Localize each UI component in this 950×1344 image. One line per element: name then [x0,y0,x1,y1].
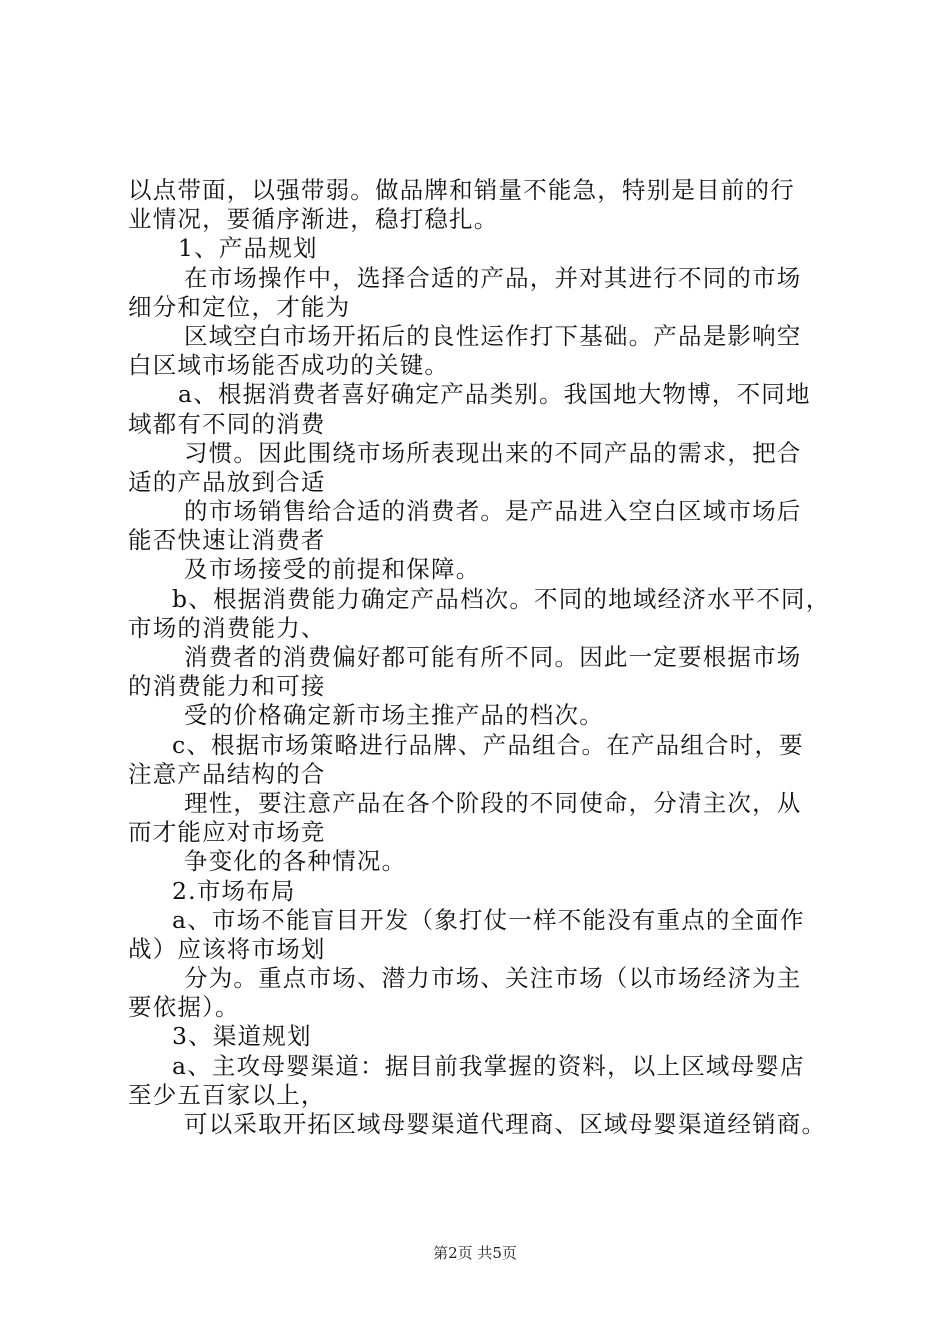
section-heading: 1、产品规划 [178,234,318,263]
text-line: 理性，要注意产品在各个阶段的不同使命，分清主次，从 [184,788,802,817]
text-line: 战）应该将市场划 [128,934,326,963]
text-line: 习惯。因此围绕市场所表现出来的不同产品的需求，把合 [184,438,802,467]
text-line: 争变化的各种情况。 [184,847,407,876]
text-line: 注意产品结构的合 [128,759,326,788]
text-line: 消费者的消费偏好都可能有所不同。因此一定要根据市场 [184,643,802,671]
document-body [128,176,838,1139]
page-footer: 第2页 共5页 [433,1244,517,1262]
text-line: 至少五百家以上， [128,1080,326,1109]
section-heading: 2.市场布局 [172,876,296,905]
text-line: 区域空白市场开拓后的良性运作打下基础。产品是影响空 [184,321,802,350]
text-line: 的消费能力和可接 [128,672,326,701]
text-line: 在市场操作中，选择合适的产品，并对其进行不同的市场 [184,263,802,292]
text-line: a、市场不能盲目开发（象打仗一样不能没有重点的全面作 [172,905,805,934]
text-line: c、根据市场策略进行品牌、产品组合。在产品组合时，要 [172,730,804,759]
text-line: 受的价格确定新市场主推产品的档次。 [184,701,604,730]
text-line: 分为。重点市场、潜力市场、关注市场（以市场经济为主 [184,964,802,993]
section-heading: 3、渠道规划 [172,1022,312,1051]
text-line: a、根据消费者喜好确定产品类别。我国地大物博，不同地 [178,380,811,409]
text-line: 市场的消费能力、 [128,613,326,642]
text-line: 能否快速让消费者 [128,526,326,555]
text-line: a、主攻母婴渠道：据目前我掌握的资料，以上区域母婴店 [172,1051,805,1080]
text-line: 业情况，要循序渐进，稳打稳扎。 [128,205,499,234]
text-line: 细分和定位，才能为 [128,292,351,321]
text-line: 及市场接受的前提和保障。 [184,555,481,584]
text-line: 要依据）。 [128,993,240,1022]
text-line: 的市场销售给合适的消费者。是产品进入空白区域市场后 [184,497,802,526]
text-line: 而才能应对市场竞 [128,818,326,847]
text-line: 白区域市场能否成功的关键。 [128,351,450,380]
text-line: 适的产品放到合适 [128,467,326,496]
text-line: 以点带面，以强带弱。做品牌和销量不能急，特别是目前的行 [128,176,795,204]
text-line: 可以采取开拓区域母婴渠道代理商、区域母婴渠道经销商。 [184,1110,827,1138]
text-line: b、根据消费能力确定产品档次。不同的地域经济水平不同， [172,584,831,613]
text-line: 域都有不同的消费 [128,409,326,438]
